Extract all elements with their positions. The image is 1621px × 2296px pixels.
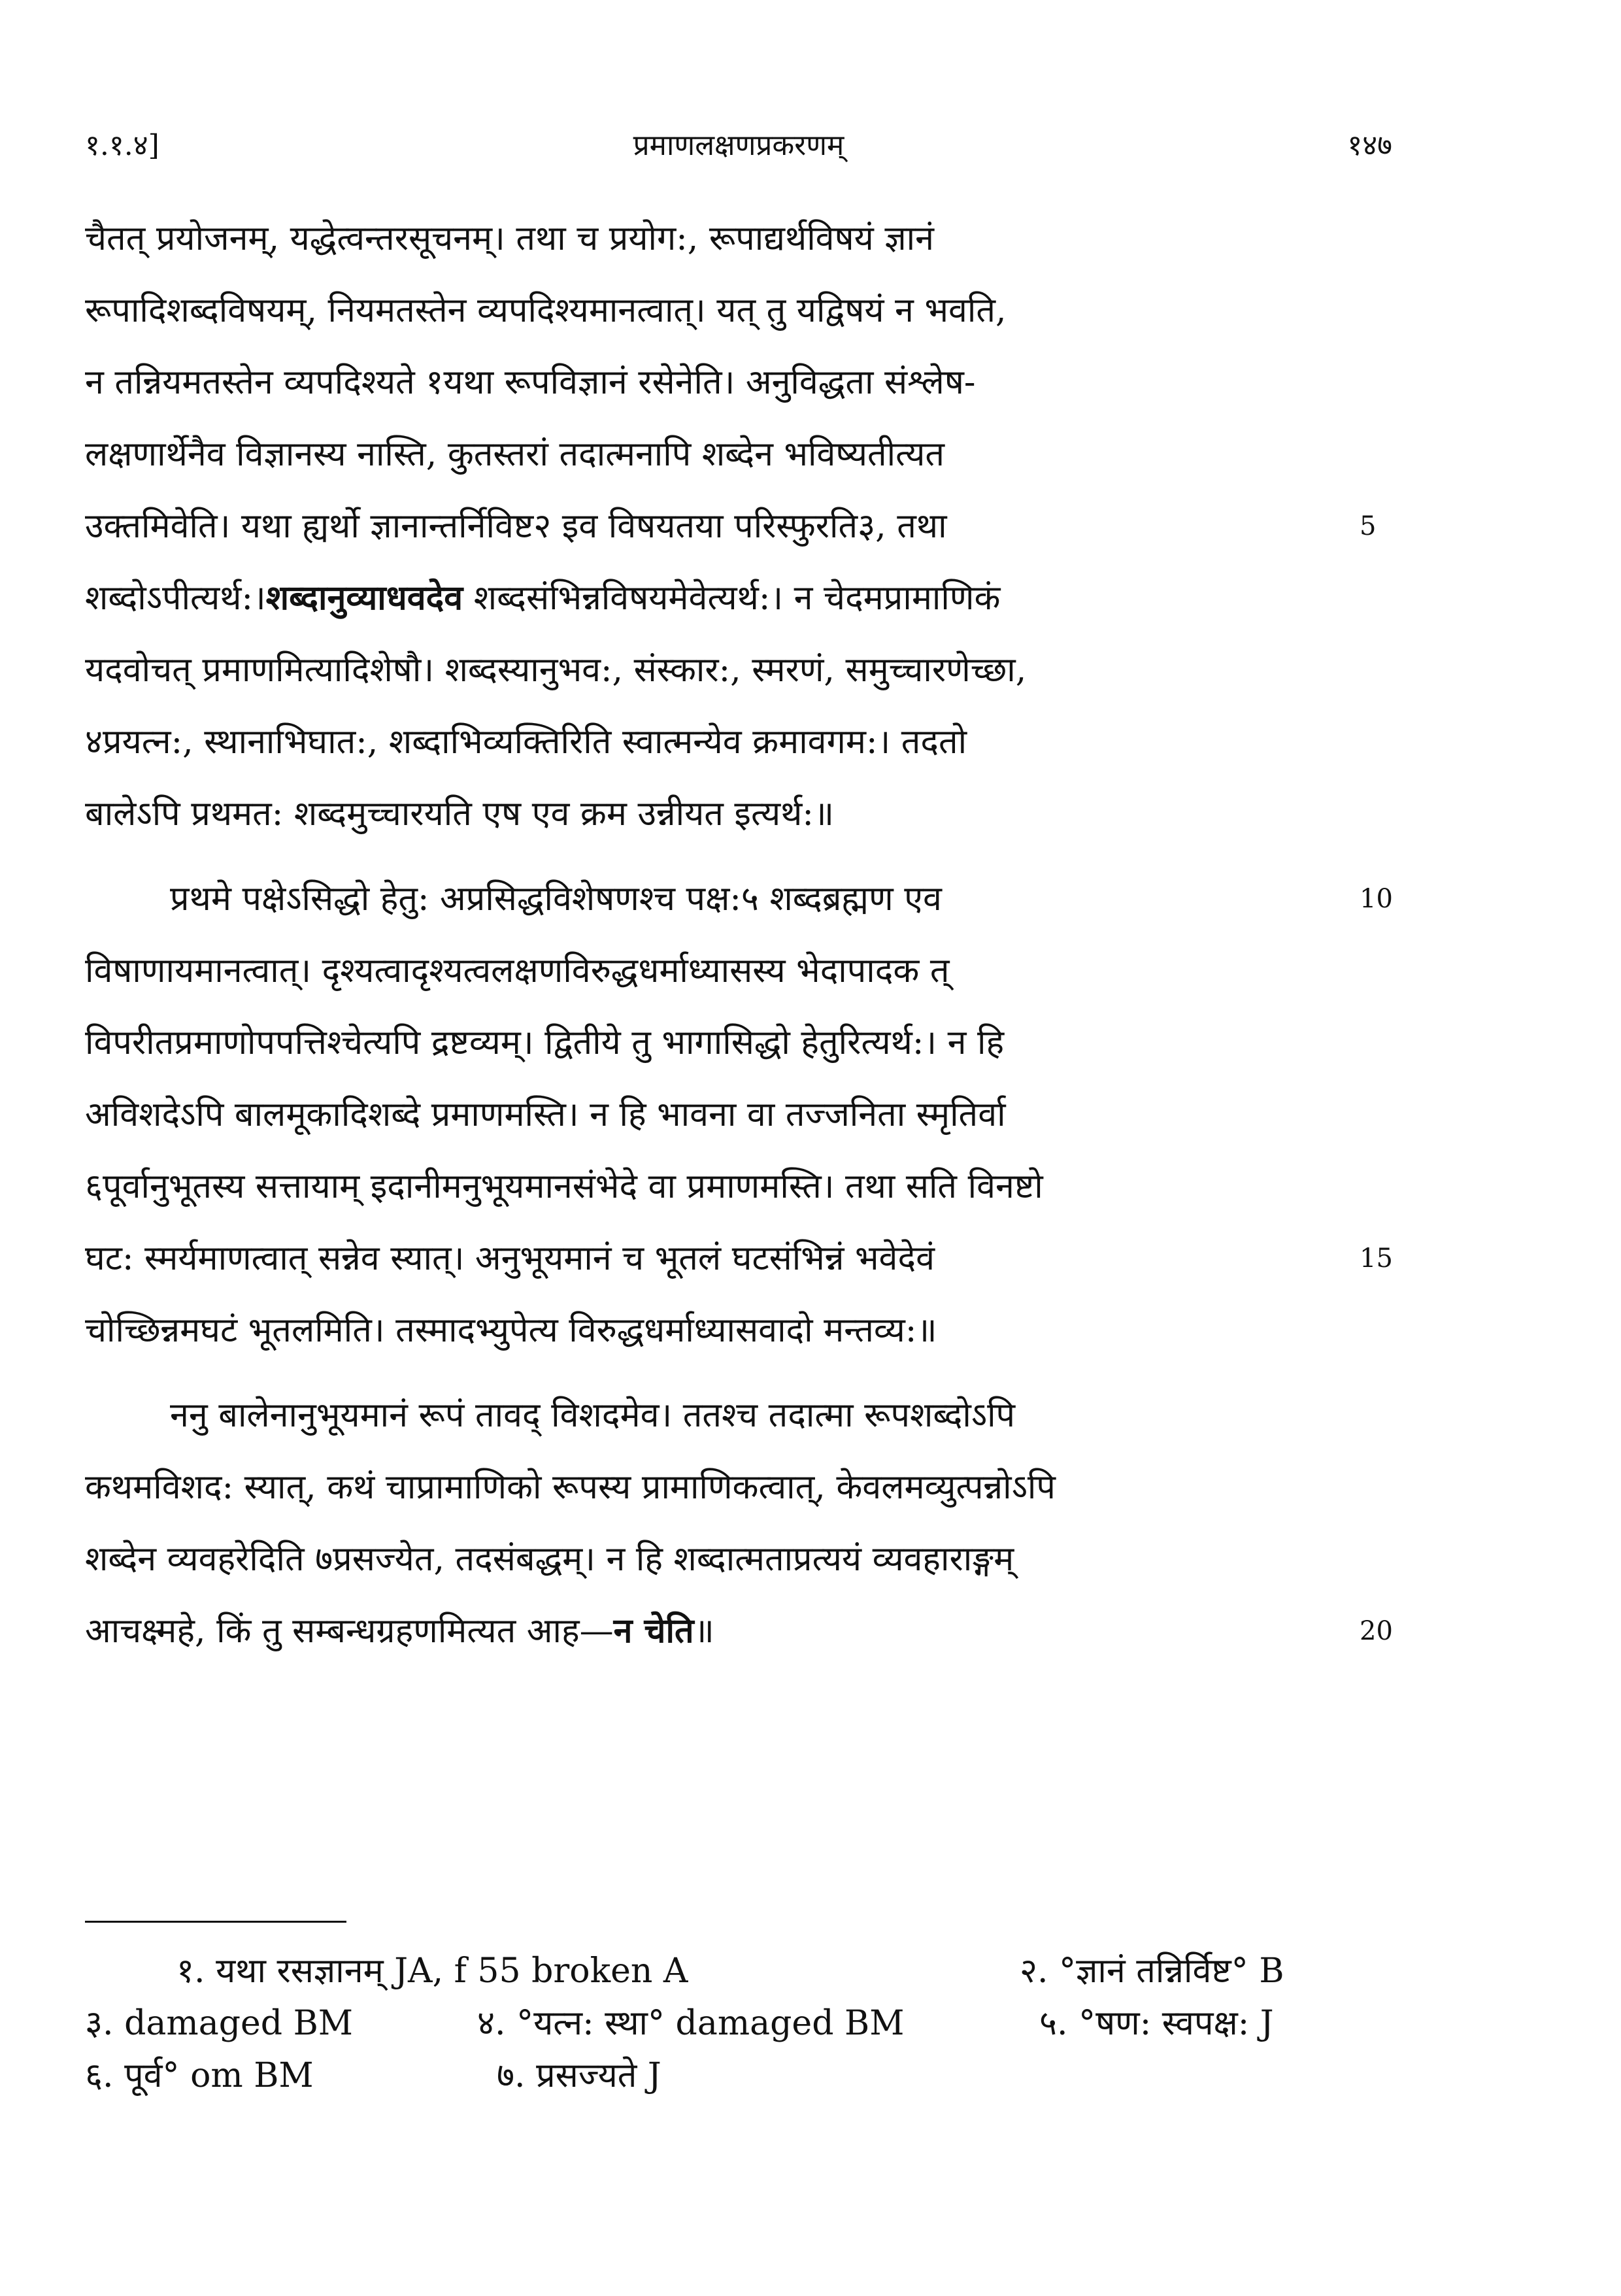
text-line: चैतत् प्रयोजनम्, यद्धेत्वन्तरसूचनम्। तथा च प्रयोग:, रूपाद्यर्थविषयं ज्ञानं bbox=[85, 219, 935, 258]
bold-phrase: शब्दानुव्याधवदेव bbox=[265, 578, 463, 618]
footnote: ४. °यत्न: स्था° damaged BM bbox=[477, 2004, 905, 2043]
line-number: 10 bbox=[1360, 884, 1393, 914]
footnote: ६. पूर्व° om BM bbox=[85, 2056, 314, 2095]
text-segment: आचक्ष्महे, किं तु सम्बन्धग्रहणमित्यत आह— bbox=[85, 1612, 614, 1651]
text-line: रूपादिशब्दविषयम्, नियमतस्तेन व्यपदिश्यमानत्वात्। यत् तु यद्विषयं न भवति, bbox=[85, 291, 1007, 330]
footnote-rule bbox=[85, 1921, 346, 1923]
footnote: ७. प्रसज्यते J bbox=[497, 2056, 661, 2095]
line-number: 15 bbox=[1360, 1243, 1393, 1274]
text-line: घट: स्मर्यमाणत्वात् सन्नेव स्यात्। अनुभूयमानं च भूतलं घटसंभिन्नं भवेदेवं bbox=[85, 1239, 935, 1278]
text-segment: शब्दसंभिन्नविषयमेवेत्यर्थ:। न चेदमप्रामाणिकं bbox=[463, 579, 1001, 618]
text-line: ६पूर्वानुभूतस्य सत्तायाम् इदानीमनुभूयमानसंभेदे वा प्रमाणमस्ति। तथा सति विनष्टो bbox=[85, 1167, 1043, 1206]
running-header bbox=[85, 124, 1392, 177]
line-number: 5 bbox=[1360, 511, 1377, 541]
text-segment: ॥ bbox=[694, 1612, 714, 1651]
footnote: २. °ज्ञानं तन्निर्विष्ट° B bbox=[1020, 1951, 1284, 1991]
text-line: न तन्नियमतस्तेन व्यपदिश्यते १यथा रूपविज्ञानं रसेनेति। अनुविद्धता संश्लेष- bbox=[85, 363, 976, 402]
text-line: कथमविशद: स्यात्, कथं चाप्रामाणिको रूपस्य प्रामाणिकत्वात्, केवलमव्युत्पन्नोऽपि bbox=[85, 1468, 1056, 1507]
text-line: लक्षणार्थेनैव विज्ञानस्य नास्ति, कुतस्तरां तदात्मनापि शब्देन भविष्यतीत्यत bbox=[85, 435, 945, 474]
page-number: १४७ bbox=[1347, 129, 1392, 162]
text-line: विषाणायमानत्वात्। दृश्यत्वादृश्यत्वलक्षणविरुद्धधर्माध्यासस्य भेदापादक त् bbox=[85, 951, 950, 990]
text-line: प्रथमे पक्षेऽसिद्धो हेतु: अप्रसिद्धविशेषणश्च पक्ष:५ शब्दब्रह्मण एव bbox=[170, 879, 942, 919]
bold-phrase: न चेति bbox=[613, 1611, 694, 1651]
chapter-title: प्रमाणलक्षणप्रकरणम् bbox=[633, 129, 844, 162]
footnote: ५. °षण: स्वपक्ष: J bbox=[1039, 2004, 1274, 2043]
line-number: 20 bbox=[1360, 1616, 1393, 1646]
footnote: ३. damaged BM bbox=[85, 2004, 354, 2043]
text-line: शब्देन व्यवहरेदिति ७प्रसज्येत, तदसंबद्धम्। न हि शब्दात्मताप्रत्ययं व्यवहाराङ्गम् bbox=[85, 1540, 1014, 1579]
text-line: उक्तमिवेति। यथा ह्यर्थो ज्ञानान्तर्निविष्ट२ इव विषयतया परिस्फुरति३, तथा bbox=[85, 507, 947, 546]
section-reference: १.१.४] bbox=[85, 129, 159, 162]
text-line: अविशदेऽपि बालमूकादिशब्दे प्रमाणमस्ति। न हि भावना वा तज्जनिता स्मृतिर्वा bbox=[85, 1095, 1006, 1134]
footnote: १. यथा रसज्ञानम् JA, f 55 broken A bbox=[176, 1951, 688, 1991]
text-line: चोच्छिन्नमघटं भूतलमिति। तस्मादभ्युपेत्य विरुद्धधर्माध्यासवादो मन्तव्य:॥ bbox=[85, 1311, 937, 1350]
text-line bbox=[85, 1602, 1360, 1661]
text-line: ननु बालेनानुभूयमानं रूपं तावद् विशदमेव। ततश्च तदात्मा रूपशब्दोऽपि bbox=[170, 1396, 1016, 1435]
text-line: बालेऽपि प्रथमत: शब्दमुच्चारयति एष एव क्रम उन्नीयत इत्यर्थ:॥ bbox=[85, 794, 835, 834]
text-line: यदवोचत् प्रमाणमित्यादिशेषौ। शब्दस्यानुभव:, संस्कार:, स्मरणं, समुच्चारणेच्छा, bbox=[85, 650, 1027, 690]
text-segment: शब्दोऽपीत्यर्थ:। bbox=[85, 579, 266, 618]
text-line bbox=[85, 569, 1360, 628]
text-line: ४प्रयत्न:, स्थानाभिघात:, शब्दाभिव्यक्तिरिति स्वात्मन्येव क्रमावगम:। तदतो bbox=[85, 722, 967, 762]
text-line: विपरीतप्रमाणोपपत्तिश्चेत्यपि द्रष्टव्यम्। द्वितीये तु भागासिद्धो हेतुरित्यर्थ:। न हि bbox=[85, 1023, 1005, 1062]
